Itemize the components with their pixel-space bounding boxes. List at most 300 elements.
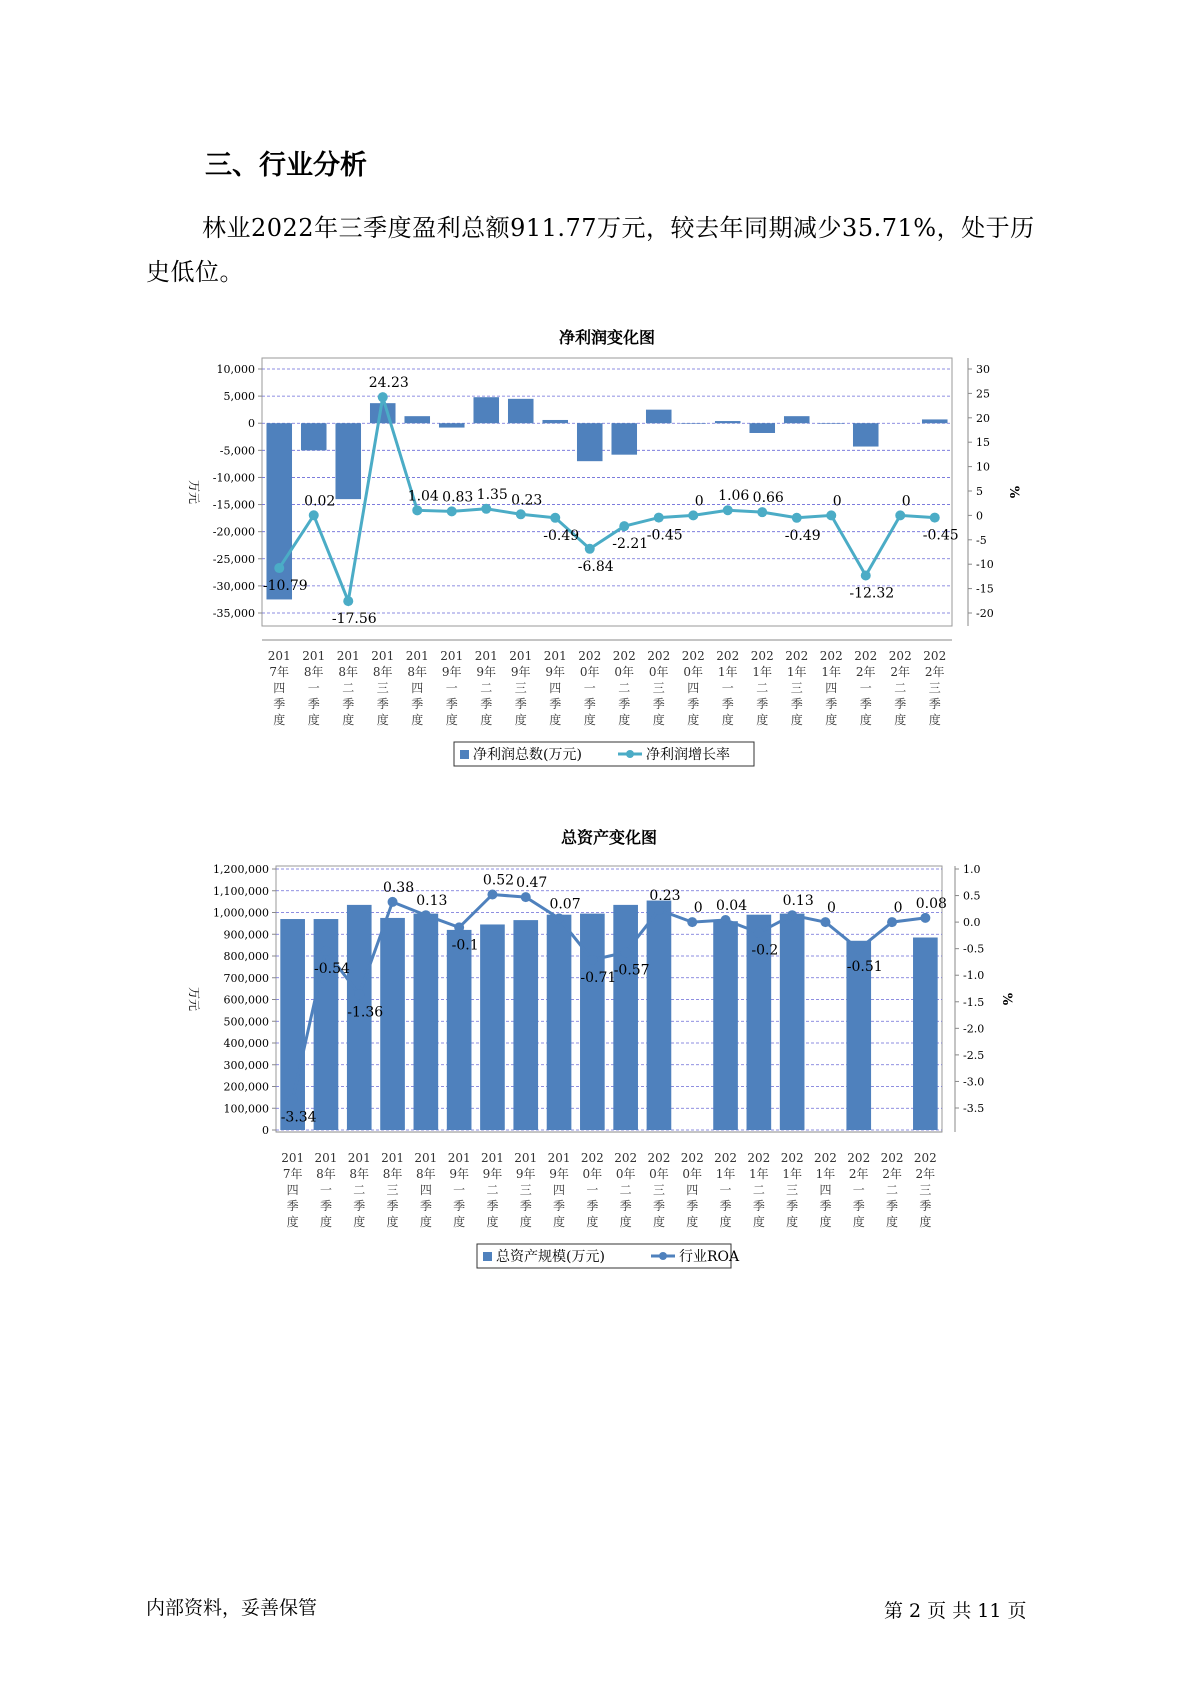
x-tick-label: 7年	[269, 665, 290, 679]
y-tick-label: 600,000	[223, 993, 269, 1007]
x-tick-label: 三	[790, 681, 803, 695]
x-tick-label: 季	[687, 697, 700, 711]
x-tick-label: 度	[894, 713, 907, 727]
data-label: 0.02	[304, 493, 336, 510]
line-point	[388, 897, 398, 907]
x-tick-label: 度	[445, 713, 458, 727]
line-point	[754, 928, 764, 938]
line-point	[654, 513, 664, 523]
x-tick-label: 202	[913, 1151, 937, 1165]
line-point	[787, 910, 797, 920]
x-tick-label: 201	[347, 1151, 371, 1165]
x-tick-label: 8年	[372, 665, 393, 679]
x-tick-label: 季	[411, 697, 424, 711]
x-tick-label: 季	[859, 697, 872, 711]
data-label: -0.1	[451, 937, 479, 954]
data-label: 0.47	[516, 875, 548, 892]
x-tick-label: 季	[553, 1199, 566, 1213]
bar	[380, 918, 405, 1130]
x-tick-label: 季	[756, 697, 769, 711]
x-tick-label: 度	[652, 713, 665, 727]
x-tick-label: 201	[447, 1151, 471, 1165]
data-label: -17.56	[331, 611, 377, 628]
x-tick-label: 202	[647, 1151, 671, 1165]
data-label: 0	[693, 900, 703, 917]
data-label: -0.45	[922, 527, 959, 544]
line-point	[887, 917, 897, 927]
x-tick-label: 度	[583, 713, 596, 727]
data-label: -0.49	[543, 527, 580, 544]
x-tick-label: 201	[480, 1151, 504, 1165]
data-label: 0.23	[511, 492, 543, 509]
y-tick-label: 400,000	[223, 1037, 269, 1050]
y-tick-label: -10,000	[212, 471, 255, 485]
x-tick-label: 9年	[545, 665, 566, 679]
data-label: -0.2	[751, 942, 779, 959]
bar	[647, 901, 672, 1130]
data-label: 24.23	[368, 375, 409, 392]
legend-bar-swatch	[483, 1252, 492, 1261]
x-tick-label: 201	[405, 649, 429, 663]
x-tick-label: 8年	[416, 1167, 436, 1181]
x-tick-label: 201	[514, 1151, 538, 1165]
y2-tick-label: 0.0	[963, 916, 981, 930]
line-point	[447, 506, 457, 516]
line-point	[585, 544, 595, 554]
line-point	[687, 917, 697, 927]
x-tick-label: 9年	[482, 1167, 503, 1181]
x-tick-label: 度	[273, 713, 286, 727]
line-point	[854, 944, 864, 954]
x-tick-label: 202	[813, 1151, 837, 1165]
x-tick-label: 季	[486, 1199, 499, 1213]
x-tick-label: 度	[721, 713, 734, 727]
x-tick-label: 1年	[786, 665, 807, 679]
x-tick-label: 季	[419, 1199, 432, 1213]
x-tick-label: 四	[686, 1183, 699, 1197]
data-label: 0.07	[549, 896, 581, 913]
x-tick-label: 0年	[615, 1167, 636, 1181]
data-label: -0.71	[580, 969, 617, 986]
x-tick-label: 度	[686, 1215, 699, 1229]
y-tick-label: 500,000	[223, 1015, 269, 1029]
x-tick-label: 季	[586, 1199, 599, 1213]
y-tick-label: -25,000	[212, 552, 255, 566]
x-tick-label: 三	[376, 681, 389, 695]
line-point	[354, 989, 364, 999]
x-tick-label: 度	[919, 1215, 932, 1229]
y-tick-label: -35,000	[212, 607, 255, 620]
x-tick-label: 2年	[855, 665, 876, 679]
x-tick-label: 202	[680, 1151, 704, 1165]
data-label: 0.13	[416, 893, 448, 910]
bar	[439, 423, 465, 427]
x-tick-label: 202	[578, 649, 602, 663]
x-tick-label: 二	[619, 1183, 632, 1197]
data-label: 0	[832, 493, 842, 510]
x-tick-label: 度	[786, 1215, 799, 1229]
line-point	[654, 905, 664, 915]
data-label: -10.79	[262, 578, 308, 595]
x-tick-label: 三	[928, 681, 941, 695]
line-point	[487, 889, 497, 899]
x-tick-label: 四	[819, 1183, 832, 1197]
x-tick-label: 季	[342, 697, 355, 711]
data-label: 0.52	[482, 872, 515, 889]
x-tick-label: 1年	[815, 1167, 836, 1181]
bar	[480, 924, 505, 1130]
line-point	[274, 563, 284, 573]
y2-tick-label: 0.5	[963, 889, 981, 903]
y-tick-label: 1,000,000	[213, 906, 269, 920]
x-tick-label: 9年	[449, 1167, 469, 1181]
data-label: -0.54	[313, 960, 350, 977]
x-tick-label: 二	[894, 681, 907, 695]
line-point	[721, 915, 731, 925]
section-heading: 三、行业分析	[205, 150, 367, 181]
line-point	[587, 955, 597, 965]
data-label: -0.51	[846, 959, 883, 976]
x-tick-label: 四	[825, 681, 838, 695]
x-tick-label: 202	[847, 1151, 871, 1165]
x-tick-label: 1年	[782, 1167, 802, 1181]
x-tick-label: 季	[386, 1199, 399, 1213]
x-tick-label: 二	[353, 1183, 366, 1197]
x-tick-label: 季	[273, 697, 286, 711]
x-tick-label: 201	[381, 1151, 405, 1165]
line-point	[554, 913, 564, 923]
x-tick-label: 四	[411, 681, 424, 695]
y-tick-label: 100,000	[223, 1102, 269, 1116]
bar	[370, 403, 396, 423]
bar	[646, 410, 672, 424]
x-tick-label: 季	[453, 1199, 466, 1213]
y2-axis-label: %	[999, 992, 1014, 1006]
bar	[414, 914, 439, 1130]
y2-tick-label: -5	[976, 533, 987, 547]
y-tick-label: 10,000	[216, 363, 255, 376]
x-tick-label: 季	[790, 697, 803, 711]
y-tick-label: -15,000	[212, 498, 255, 512]
data-label: -6.84	[577, 558, 614, 575]
x-tick-label: 一	[721, 681, 734, 695]
x-tick-label: 度	[419, 1215, 432, 1229]
x-tick-label: 度	[519, 1215, 532, 1229]
x-tick-label: 季	[894, 697, 907, 711]
data-label: 0	[826, 900, 836, 917]
x-tick-label: 度	[549, 713, 562, 727]
line-point	[309, 510, 319, 520]
bar	[547, 915, 572, 1130]
x-tick-label: 度	[553, 1215, 566, 1229]
data-label: 0.66	[752, 490, 784, 507]
x-tick-label: 202	[681, 649, 705, 663]
x-tick-label: 季	[919, 1199, 932, 1213]
data-label: 0	[694, 493, 704, 510]
bar	[749, 423, 775, 433]
x-tick-label: 202	[647, 649, 671, 663]
chart-title: 净利润变化图	[558, 328, 656, 347]
x-tick-label: 8年	[407, 665, 428, 679]
net-profit-chart	[0, 318, 1191, 778]
y2-tick-label: -2.5	[963, 1048, 985, 1062]
x-tick-label: 202	[750, 649, 774, 663]
x-tick-label: 度	[353, 1215, 366, 1229]
y2-tick-label: 25	[976, 387, 990, 401]
x-tick-label: 二	[752, 1183, 765, 1197]
x-tick-label: 0年	[649, 1167, 669, 1181]
bar	[922, 419, 948, 423]
x-tick-label: 一	[445, 681, 458, 695]
bar	[780, 914, 805, 1130]
x-tick-label: 2年	[915, 1167, 936, 1181]
data-label: 0.13	[782, 893, 814, 910]
x-tick-label: 一	[319, 1183, 332, 1197]
x-tick-label: 201	[267, 649, 291, 663]
line-point	[288, 1095, 298, 1105]
bar	[542, 420, 568, 423]
x-tick-label: 度	[411, 713, 424, 727]
y2-tick-label: 0	[976, 509, 983, 523]
x-tick-label: 8年	[338, 665, 359, 679]
y2-tick-label: 30	[976, 363, 990, 376]
x-tick-label: 7年	[282, 1167, 303, 1181]
x-tick-label: 度	[825, 713, 838, 727]
bar	[611, 423, 637, 454]
x-tick-label: 三	[514, 681, 527, 695]
x-tick-label: 三	[786, 1183, 799, 1197]
y-tick-label: -5,000	[219, 444, 255, 458]
legend-label: 净利润增长率	[646, 747, 730, 763]
x-tick-label: 202	[923, 649, 947, 663]
x-tick-label: 季	[319, 1199, 332, 1213]
x-tick-label: 度	[480, 713, 493, 727]
x-tick-label: 度	[790, 713, 803, 727]
x-tick-label: 季	[353, 1199, 366, 1213]
total-assets-chart	[0, 818, 1191, 1278]
x-tick-label: 202	[614, 1151, 638, 1165]
bar	[513, 920, 538, 1130]
x-tick-label: 季	[619, 1199, 632, 1213]
data-label: 0.04	[715, 897, 748, 914]
data-label: -2.21	[612, 536, 649, 553]
x-tick-label: 季	[480, 697, 493, 711]
x-tick-label: 2年	[924, 665, 945, 679]
legend-line-marker	[659, 1252, 667, 1260]
x-tick-label: 8年	[316, 1167, 336, 1181]
x-tick-label: 0年	[614, 665, 635, 679]
x-tick-label: 202	[747, 1151, 771, 1165]
data-label: 0	[901, 493, 911, 510]
data-label: -0.49	[784, 527, 821, 544]
footer-confidential: 内部资料，妥善保管	[146, 1597, 318, 1619]
x-tick-label: 一	[852, 1183, 865, 1197]
bar	[613, 905, 638, 1130]
x-tick-label: 201	[336, 649, 360, 663]
y-tick-label: -30,000	[212, 579, 255, 593]
x-tick-label: 三	[919, 1183, 932, 1197]
data-label: 0.38	[382, 879, 415, 896]
y2-axis-label: %	[1006, 485, 1021, 499]
y-tick-label: 800,000	[223, 950, 269, 963]
x-tick-label: 三	[519, 1183, 532, 1197]
x-tick-label: 季	[752, 1199, 765, 1213]
x-tick-label: 三	[652, 1183, 665, 1197]
x-tick-label: 季	[652, 1199, 665, 1213]
line-point	[454, 922, 464, 932]
x-tick-label: 度	[286, 1215, 299, 1229]
x-tick-label: 季	[825, 697, 838, 711]
x-tick-label: 度	[652, 1215, 665, 1229]
bar	[818, 423, 844, 424]
x-tick-label: 二	[886, 1183, 899, 1197]
x-tick-label: 四	[553, 1183, 566, 1197]
line-point	[688, 510, 698, 520]
x-tick-label: 201	[281, 1151, 305, 1165]
x-tick-label: 0年	[683, 665, 704, 679]
x-tick-label: 202	[716, 649, 740, 663]
x-tick-label: 度	[386, 1215, 399, 1229]
data-label: -12.32	[849, 585, 895, 602]
y2-tick-label: -3.5	[963, 1102, 985, 1115]
data-label: 0.83	[442, 489, 474, 506]
line-point	[757, 507, 767, 517]
x-tick-label: 二	[618, 681, 631, 695]
bar	[680, 423, 706, 424]
y2-tick-label: 20	[976, 411, 990, 425]
x-tick-label: 度	[756, 713, 769, 727]
x-tick-label: 度	[819, 1215, 832, 1229]
x-tick-label: 9年	[441, 665, 462, 679]
x-tick-label: 201	[371, 649, 395, 663]
x-tick-label: 度	[453, 1215, 466, 1229]
x-tick-label: 季	[376, 697, 389, 711]
y-tick-label: 5,000	[223, 390, 255, 404]
x-tick-label: 度	[752, 1215, 765, 1229]
line-point	[378, 392, 388, 402]
bar	[473, 397, 499, 423]
x-tick-label: 四	[286, 1183, 299, 1197]
legend-label: 净利润总数(万元)	[473, 747, 582, 763]
x-tick-label: 202	[880, 1151, 904, 1165]
x-tick-label: 度	[859, 713, 872, 727]
x-tick-label: 四	[419, 1183, 432, 1197]
x-tick-label: 季	[819, 1199, 832, 1213]
y2-tick-label: -1.0	[963, 969, 985, 983]
x-tick-label: 9年	[510, 665, 531, 679]
x-tick-label: 三	[652, 681, 665, 695]
x-tick-label: 202	[580, 1151, 604, 1165]
x-tick-label: 季	[928, 697, 941, 711]
x-tick-label: 9年	[515, 1167, 536, 1181]
x-tick-label: 201	[509, 649, 533, 663]
x-tick-label: 度	[307, 713, 320, 727]
x-tick-label: 季	[786, 1199, 799, 1213]
y2-tick-label: -1.5	[963, 995, 985, 1009]
legend-line-marker	[626, 750, 634, 758]
line-point	[861, 571, 871, 581]
x-tick-label: 三	[386, 1183, 399, 1197]
y-tick-label: 1,200,000	[213, 863, 269, 876]
x-tick-label: 202	[714, 1151, 738, 1165]
data-label: -3.34	[280, 1109, 317, 1126]
bar	[447, 930, 472, 1130]
bar	[404, 416, 430, 423]
x-tick-label: 度	[319, 1215, 332, 1229]
line-point	[920, 913, 930, 923]
bar	[853, 423, 879, 446]
y2-tick-label: 5	[976, 485, 983, 498]
legend-label: 总资产规模(万元)	[496, 1249, 605, 1265]
x-tick-label: 202	[612, 649, 636, 663]
x-tick-label: 201	[474, 649, 498, 663]
x-tick-label: 1年	[717, 665, 738, 679]
y2-tick-label: -2.0	[963, 1022, 985, 1036]
x-tick-label: 季	[618, 697, 631, 711]
x-tick-label: 202	[819, 649, 843, 663]
y-tick-label: 1,100,000	[213, 884, 269, 898]
x-tick-label: 度	[586, 1215, 599, 1229]
y2-tick-label: -3.0	[963, 1075, 985, 1089]
x-tick-label: 季	[686, 1199, 699, 1213]
x-tick-label: 1年	[752, 665, 773, 679]
plot-frame	[276, 866, 942, 1132]
x-tick-label: 1年	[715, 1167, 736, 1181]
y2-tick-label: -10	[976, 558, 994, 572]
x-tick-label: 度	[852, 1215, 865, 1229]
x-tick-label: 9年	[476, 665, 497, 679]
x-tick-label: 季	[519, 1199, 532, 1213]
bar	[335, 423, 361, 499]
bar	[713, 921, 738, 1130]
x-tick-label: 0年	[579, 665, 600, 679]
x-tick-label: 季	[549, 697, 562, 711]
x-tick-label: 一	[859, 681, 872, 695]
data-label: 1.35	[476, 486, 508, 503]
x-tick-label: 201	[547, 1151, 571, 1165]
data-label: 1.06	[718, 488, 750, 505]
x-tick-label: 四	[687, 681, 700, 695]
x-tick-label: 季	[886, 1199, 899, 1213]
x-tick-label: 度	[619, 1215, 632, 1229]
line-point	[481, 504, 491, 514]
line-point	[412, 505, 422, 515]
x-tick-label: 201	[440, 649, 464, 663]
x-tick-label: 四	[273, 681, 286, 695]
bar	[580, 914, 605, 1130]
x-tick-label: 度	[514, 713, 527, 727]
x-tick-label: 二	[486, 1183, 499, 1197]
legend-bar-swatch	[460, 750, 469, 759]
data-label: 0.23	[649, 887, 681, 904]
line-point	[792, 513, 802, 523]
x-tick-label: 1年	[749, 1167, 769, 1181]
x-tick-label: 2年	[882, 1167, 902, 1181]
bar	[913, 938, 938, 1130]
x-tick-label: 度	[687, 713, 700, 727]
x-tick-label: 度	[618, 713, 631, 727]
x-tick-label: 202	[854, 649, 878, 663]
x-tick-label: 度	[719, 1215, 732, 1229]
line-point	[723, 505, 733, 515]
bar	[508, 399, 534, 423]
line-point	[621, 947, 631, 957]
y2-tick-label: -0.5	[963, 942, 985, 956]
x-tick-label: 季	[721, 697, 734, 711]
data-label: -0.57	[613, 962, 650, 979]
line-point	[321, 946, 331, 956]
y2-tick-label: 15	[976, 436, 990, 450]
